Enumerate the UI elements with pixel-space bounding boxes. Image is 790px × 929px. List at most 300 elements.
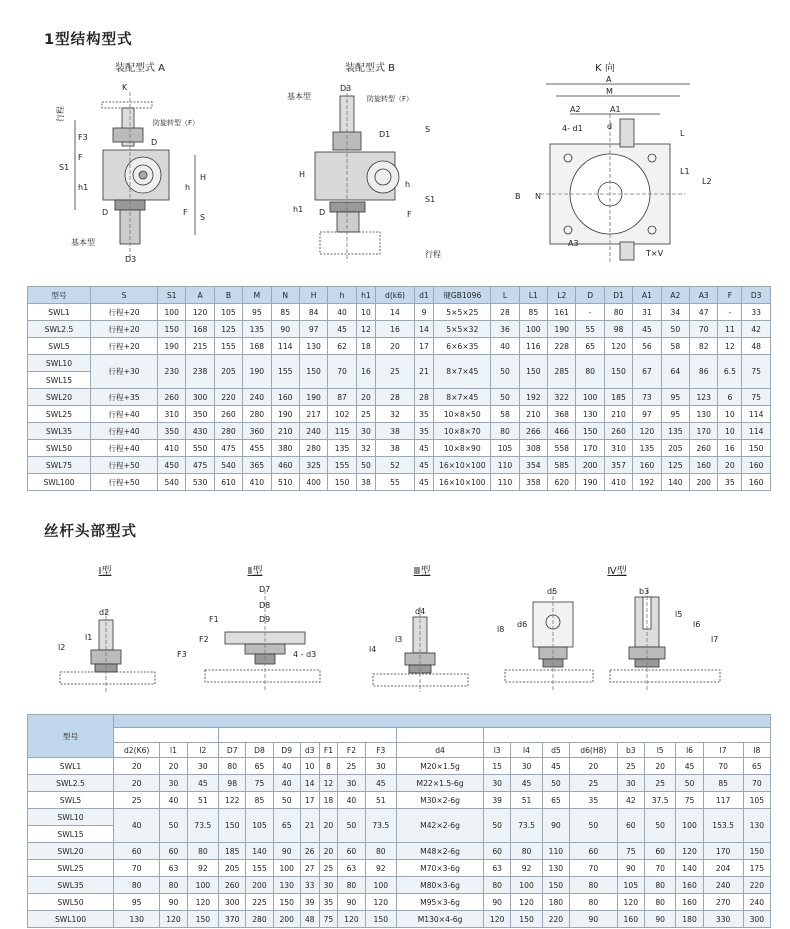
label-d3: D3 (340, 84, 352, 93)
value-cell: 350 (186, 406, 214, 423)
column-header: l4 (511, 743, 543, 758)
value-cell: 70 (328, 355, 356, 389)
value-cell: 45 (633, 321, 661, 338)
value-cell: 75 (319, 911, 338, 928)
value-cell: M42×2-6g (397, 809, 484, 843)
value-cell: 95 (243, 304, 271, 321)
value-cell: 130 (690, 406, 718, 423)
value-cell: 125 (214, 321, 242, 338)
value-cell: 33 (300, 877, 319, 894)
value-cell: 80 (219, 758, 246, 775)
value-cell: 205 (219, 860, 246, 877)
label-n: N (535, 192, 541, 201)
value-cell: 540 (214, 457, 242, 474)
head-type-2-title: Ⅱ型 (247, 566, 263, 577)
label-f3: F3 (78, 133, 88, 142)
k-view-drawing (510, 74, 725, 270)
value-cell: 45 (414, 474, 434, 491)
value-cell: 410 (243, 474, 271, 491)
value-cell: M22×1.5-6g (397, 775, 484, 792)
value-cell: 行程+35 (91, 389, 158, 406)
value-cell: 25 (617, 758, 644, 775)
label-l1: l1 (85, 633, 93, 642)
value-cell: 430 (186, 423, 214, 440)
value-cell: 56 (633, 338, 661, 355)
value-cell: 260 (158, 389, 186, 406)
value-cell: 116 (519, 338, 547, 355)
value-cell: 215 (186, 338, 214, 355)
value-cell: 130 (299, 338, 327, 355)
value-cell: 185 (604, 389, 632, 406)
value-cell: 266 (519, 423, 547, 440)
column-header: A (186, 287, 214, 304)
value-cell: 40 (114, 809, 160, 843)
value-cell: 80 (644, 894, 676, 911)
column-header: L (491, 287, 519, 304)
value-cell: 150 (365, 911, 397, 928)
value-cell: 80 (644, 877, 676, 894)
value-cell: 52 (376, 457, 414, 474)
value-cell: - (576, 304, 604, 321)
value-cell: 17 (300, 792, 319, 809)
value-cell: 100 (365, 877, 397, 894)
column-header: A3 (690, 287, 718, 304)
value-cell: 610 (214, 474, 242, 491)
value-cell: 80 (570, 877, 618, 894)
figure-title-k-view: K 向 (595, 63, 615, 74)
header-group (397, 728, 484, 743)
column-header: D8 (246, 743, 273, 758)
table-row (28, 474, 771, 491)
value-cell: 6 (718, 389, 742, 406)
value-cell: 75 (742, 355, 771, 389)
head-type-2-drawing (175, 582, 325, 695)
label-d8: D8 (259, 601, 271, 610)
value-cell: 9 (414, 304, 434, 321)
model-cell: SWL25 (28, 406, 91, 423)
value-cell: 38 (376, 423, 414, 440)
column-header: l5 (644, 743, 676, 758)
value-cell: 15 (484, 758, 511, 775)
value-cell: 92 (365, 860, 397, 877)
label-f-bottom: F (183, 208, 188, 217)
value-cell: 260 (219, 877, 246, 894)
value-cell: 60 (160, 843, 187, 860)
value-cell: 65 (273, 809, 300, 843)
section-title-screw-head: 丝杆头部型式 (44, 524, 137, 540)
table-row (28, 304, 771, 321)
label-h1: h1 (293, 205, 304, 214)
value-cell: 33 (742, 304, 771, 321)
column-header: l8 (743, 743, 770, 758)
value-cell: 150 (273, 894, 300, 911)
value-cell: 120 (484, 911, 511, 928)
value-cell: 73.5 (187, 809, 219, 843)
table-row (28, 894, 771, 911)
value-cell: 210 (519, 406, 547, 423)
value-cell: 27 (300, 860, 319, 877)
column-header: L1 (519, 287, 547, 304)
value-cell: 64 (661, 355, 689, 389)
value-cell: 85 (703, 775, 743, 792)
column-header: h1 (356, 287, 376, 304)
value-cell: 150 (328, 474, 356, 491)
column-header: d5 (542, 743, 569, 758)
value-cell: 120 (187, 894, 219, 911)
column-header: F1 (319, 743, 338, 758)
value-cell: 200 (690, 474, 718, 491)
value-cell: 行程+50 (91, 457, 158, 474)
value-cell: 160 (617, 911, 644, 928)
value-cell: M130×4-6g (397, 911, 484, 928)
value-cell: 125 (661, 457, 689, 474)
value-cell: 14 (376, 304, 414, 321)
value-cell: 105 (214, 304, 242, 321)
value-cell: 73 (633, 389, 661, 406)
value-cell: 85 (246, 792, 273, 809)
value-cell: 45 (676, 758, 703, 775)
head-type-4-title: Ⅳ型 (607, 566, 627, 577)
value-cell: 87 (328, 389, 356, 406)
model-cell: SWL100 (28, 911, 114, 928)
label-4-d3: 4 - d3 (293, 650, 317, 659)
value-cell: 150 (299, 355, 327, 389)
value-cell: 行程+50 (91, 474, 158, 491)
label-anti-rotation: 防旋转型（F） (153, 119, 200, 127)
label-d1: D1 (379, 130, 391, 139)
value-cell: 114 (271, 338, 299, 355)
value-cell: 20 (570, 758, 618, 775)
table-row (28, 423, 771, 440)
value-cell: 50 (273, 792, 300, 809)
value-cell: 行程+40 (91, 423, 158, 440)
value-cell: 192 (519, 389, 547, 406)
value-cell: 92 (187, 860, 219, 877)
label-d5: d5 (547, 587, 558, 596)
model-cell: SWL35 (28, 877, 114, 894)
value-cell: 300 (186, 389, 214, 406)
model-cell: SWL15 (28, 826, 114, 843)
value-cell: M80×3-6g (397, 877, 484, 894)
value-cell: 55 (376, 474, 414, 491)
value-cell: 90 (570, 911, 618, 928)
value-cell: 135 (633, 440, 661, 457)
value-cell: 240 (743, 894, 770, 911)
value-cell: 16 (718, 440, 742, 457)
value-cell: 20 (114, 775, 160, 792)
value-cell: 98 (219, 775, 246, 792)
model-cell: SWL2.5 (28, 775, 114, 792)
value-cell: 30 (338, 775, 365, 792)
value-cell: 20 (718, 457, 742, 474)
value-cell: 30 (617, 775, 644, 792)
value-cell: 80 (365, 843, 397, 860)
value-cell: 130 (542, 860, 569, 877)
value-cell: 32 (356, 440, 376, 457)
value-cell: 18 (356, 338, 376, 355)
label-anti-rotation: 防旋转型（F） (367, 95, 414, 103)
column-header: B (214, 287, 242, 304)
label-s1: S1 (59, 163, 70, 172)
column-header: l3 (484, 743, 511, 758)
value-cell: 82 (690, 338, 718, 355)
model-cell: SWL100 (28, 474, 91, 491)
value-cell: 50 (542, 775, 569, 792)
column-header: d6(H8) (570, 743, 618, 758)
value-cell: 90 (484, 894, 511, 911)
value-cell: 28 (414, 389, 434, 406)
value-cell: 36 (491, 321, 519, 338)
label-d2: d2 (99, 608, 110, 617)
value-cell: 5×5×25 (434, 304, 491, 321)
label-l6: l6 (693, 620, 701, 629)
label-d: d (607, 122, 613, 131)
value-cell: 45 (414, 440, 434, 457)
value-cell: 540 (158, 474, 186, 491)
column-header: D (576, 287, 604, 304)
table-row (28, 775, 771, 792)
label-base-type: 基本型 (71, 238, 95, 247)
value-cell: 37.5 (644, 792, 676, 809)
value-cell: 475 (214, 440, 242, 457)
value-cell: 行程+40 (91, 406, 158, 423)
assembly-b-drawing (285, 82, 445, 272)
model-cell: SWL75 (28, 457, 91, 474)
label-l5: l5 (675, 610, 683, 619)
value-cell: 120 (338, 911, 365, 928)
value-cell: 60 (570, 843, 618, 860)
value-cell: 190 (576, 474, 604, 491)
label-h-small: h (405, 180, 411, 189)
value-cell: 25 (356, 406, 376, 423)
table-row (28, 911, 771, 928)
value-cell: 200 (273, 911, 300, 928)
value-cell: 6×6×35 (434, 338, 491, 355)
value-cell: 90 (338, 894, 365, 911)
head-type-5-drawing (605, 582, 725, 695)
value-cell: 行程+30 (91, 355, 158, 389)
value-cell: 58 (661, 338, 689, 355)
value-cell: 160 (690, 457, 718, 474)
value-cell: 130 (743, 809, 770, 843)
value-cell: 120 (160, 911, 187, 928)
value-cell: 70 (570, 860, 618, 877)
label-f2: F2 (199, 635, 209, 644)
label-s: S (200, 213, 206, 222)
value-cell: 30 (187, 758, 219, 775)
value-cell: 270 (703, 894, 743, 911)
value-cell: 238 (186, 355, 214, 389)
value-cell: 65 (576, 338, 604, 355)
value-cell: M95×3-6g (397, 894, 484, 911)
table-row (28, 457, 771, 474)
value-cell: 280 (246, 911, 273, 928)
label-d-top: D (151, 138, 158, 147)
value-cell: 192 (633, 474, 661, 491)
model-cell: SWL25 (28, 860, 114, 877)
column-header: N (271, 287, 299, 304)
label-4-d1: 4- d1 (562, 124, 583, 133)
value-cell: 35 (570, 792, 618, 809)
value-cell: 63 (484, 860, 511, 877)
model-cell: SWL20 (28, 389, 91, 406)
label-a1: A1 (610, 105, 621, 114)
table-row (28, 406, 771, 423)
value-cell: 50 (160, 809, 187, 843)
value-cell: 190 (243, 355, 271, 389)
value-cell: 205 (214, 355, 242, 389)
value-cell: 60 (114, 843, 160, 860)
value-cell: 75 (676, 792, 703, 809)
value-cell: 8×7×45 (434, 389, 491, 406)
value-cell: 354 (519, 457, 547, 474)
value-cell: 10 (356, 304, 376, 321)
value-cell: 585 (548, 457, 576, 474)
value-cell: 110 (542, 843, 569, 860)
label-b3: b3 (639, 587, 650, 596)
value-cell: 530 (186, 474, 214, 491)
value-cell: 16×10×100 (434, 474, 491, 491)
value-cell: 100 (158, 304, 186, 321)
value-cell: 210 (271, 423, 299, 440)
value-cell: 20 (114, 758, 160, 775)
value-cell: 30 (484, 775, 511, 792)
value-cell: 160 (676, 877, 703, 894)
value-cell: 32 (376, 406, 414, 423)
value-cell: 322 (548, 389, 576, 406)
value-cell: 150 (519, 355, 547, 389)
value-cell: 86 (690, 355, 718, 389)
value-cell: 114 (742, 423, 771, 440)
column-header: b3 (617, 743, 644, 758)
value-cell: 12 (356, 321, 376, 338)
value-cell: 325 (299, 457, 327, 474)
value-cell: 368 (548, 406, 576, 423)
value-cell: 42 (742, 321, 771, 338)
label-m: M (606, 87, 613, 96)
value-cell: 16×10×100 (434, 457, 491, 474)
value-cell: 25 (644, 775, 676, 792)
column-header: l1 (160, 743, 187, 758)
value-cell: 48 (742, 338, 771, 355)
value-cell: 120 (633, 423, 661, 440)
value-cell: 105 (743, 792, 770, 809)
value-cell: 25 (114, 792, 160, 809)
model-cell: SWL1 (28, 758, 114, 775)
value-cell: 190 (158, 338, 186, 355)
value-cell: 30 (319, 877, 338, 894)
value-cell: 35 (414, 423, 434, 440)
label-l: L (680, 129, 685, 138)
value-cell: 85 (271, 304, 299, 321)
value-cell: 50 (484, 809, 511, 843)
value-cell: 130 (576, 406, 604, 423)
value-cell: 360 (243, 423, 271, 440)
value-cell: 20 (644, 758, 676, 775)
value-cell: 475 (186, 457, 214, 474)
column-header: d1 (414, 287, 434, 304)
table-row (28, 321, 771, 338)
value-cell: 225 (246, 894, 273, 911)
value-cell: 310 (604, 440, 632, 457)
value-cell: 20 (160, 758, 187, 775)
value-cell: 50 (661, 321, 689, 338)
value-cell: 14 (300, 775, 319, 792)
value-cell: 50 (570, 809, 618, 843)
value-cell: 70 (703, 758, 743, 775)
value-cell: 190 (299, 389, 327, 406)
value-cell: 300 (219, 894, 246, 911)
value-cell: 210 (604, 406, 632, 423)
value-cell: 205 (661, 440, 689, 457)
value-cell: 70 (114, 860, 160, 877)
value-cell: 117 (703, 792, 743, 809)
value-cell: 200 (246, 877, 273, 894)
value-cell: 102 (328, 406, 356, 423)
label-l1: L1 (680, 167, 690, 176)
value-cell: M48×2-6g (397, 843, 484, 860)
value-cell: 80 (187, 843, 219, 860)
value-cell: 100 (273, 860, 300, 877)
value-cell: 220 (214, 389, 242, 406)
value-cell: 60 (644, 843, 676, 860)
value-cell: 123 (690, 389, 718, 406)
value-cell: 90 (160, 894, 187, 911)
label-d6: d6 (517, 620, 528, 629)
value-cell: 90 (617, 860, 644, 877)
value-cell: 130 (114, 911, 160, 928)
column-header: 键GB1096 (434, 287, 491, 304)
label-d: D (319, 208, 326, 217)
value-cell: 39 (484, 792, 511, 809)
value-cell: 35 (414, 406, 434, 423)
model-cell: SWL50 (28, 894, 114, 911)
column-header: L2 (548, 287, 576, 304)
value-cell: 35 (319, 894, 338, 911)
label-h-small: h (185, 183, 191, 192)
value-cell: M70×3-6g (397, 860, 484, 877)
table-row (28, 792, 771, 809)
value-cell: 150 (742, 440, 771, 457)
value-cell: 30 (365, 758, 397, 775)
value-cell: 150 (542, 877, 569, 894)
table-row (28, 860, 771, 877)
label-l2: l2 (58, 643, 66, 652)
model-cell: SWL1 (28, 304, 91, 321)
value-cell: 120 (676, 843, 703, 860)
value-cell: 75 (246, 775, 273, 792)
value-cell: 135 (661, 423, 689, 440)
value-cell: 280 (214, 423, 242, 440)
value-cell: 150 (219, 809, 246, 843)
value-cell: 62 (328, 338, 356, 355)
value-cell: 6.5 (718, 355, 742, 389)
value-cell: 97 (299, 321, 327, 338)
value-cell: 47 (690, 304, 718, 321)
column-header: d(k6) (376, 287, 414, 304)
value-cell: 63 (338, 860, 365, 877)
value-cell: 180 (542, 894, 569, 911)
value-cell: 67 (633, 355, 661, 389)
value-cell: 466 (548, 423, 576, 440)
value-cell: 21 (414, 355, 434, 389)
value-cell: 204 (703, 860, 743, 877)
value-cell: 行程+40 (91, 440, 158, 457)
label-f: F (78, 153, 83, 162)
value-cell: 17 (414, 338, 434, 355)
value-cell: 130 (273, 877, 300, 894)
value-cell: 300 (743, 911, 770, 928)
